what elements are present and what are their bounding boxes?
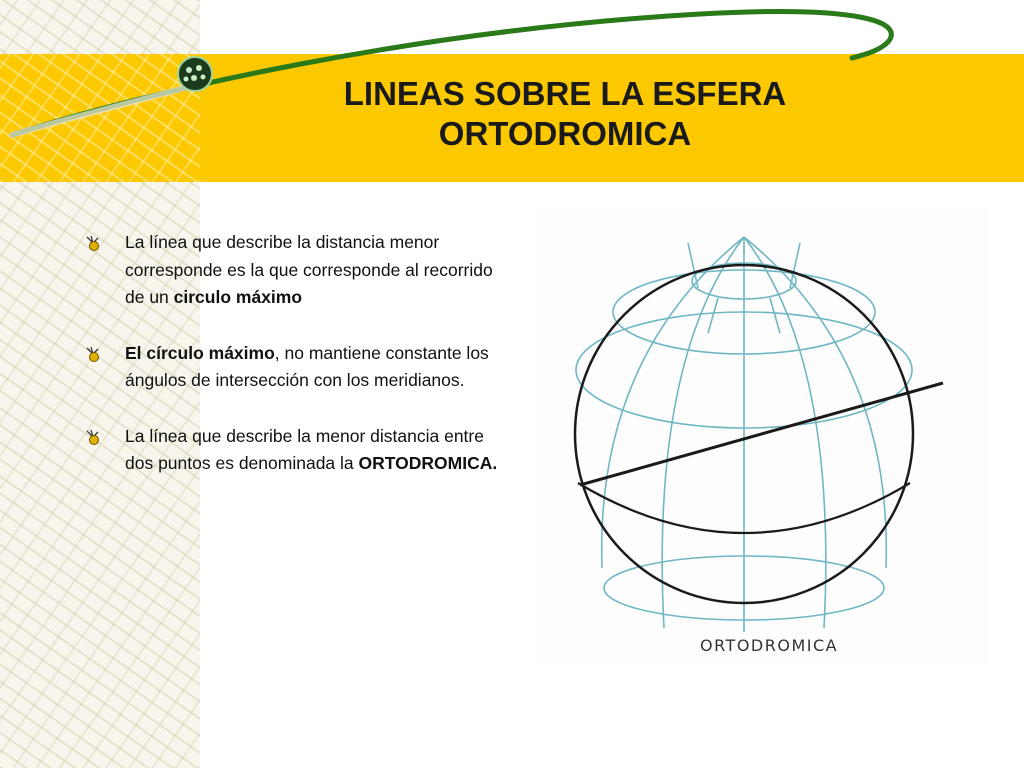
green-orb-icon [178, 57, 212, 91]
bullet-item [84, 340, 504, 395]
bullet-item [84, 229, 504, 312]
bullet-text-bold: ORTODROMICA. [358, 453, 498, 473]
globe-figure [538, 208, 988, 663]
title-line-2: ORTODROMICA [438, 115, 692, 152]
bullet-text-bold: circulo máximo [173, 287, 303, 307]
bullet-icon [84, 234, 102, 252]
bullet-icon [84, 428, 102, 446]
figure-caption: ORTODROMICA [700, 636, 839, 655]
swoosh-tail [12, 85, 195, 135]
bullet-list [84, 229, 504, 506]
bullet-text-after: , no mantiene constante los ángulos de intersección con los meridianos. [125, 342, 489, 390]
title-line-1: LINEAS SOBRE LA ESFERA [343, 75, 787, 112]
bullet-text-bold: El círculo máximo [125, 342, 275, 363]
bullet-item [84, 423, 504, 478]
bullet-icon [84, 345, 102, 363]
bullet-text-before: La línea que describe la distancia menor corresponde es la que corresponde al recorrido de un [125, 232, 493, 307]
bullet-text-before: La línea que describe la menor distancia entre dos puntos es denominada la [125, 425, 484, 473]
figure-background [538, 208, 988, 663]
page-title [300, 74, 830, 154]
